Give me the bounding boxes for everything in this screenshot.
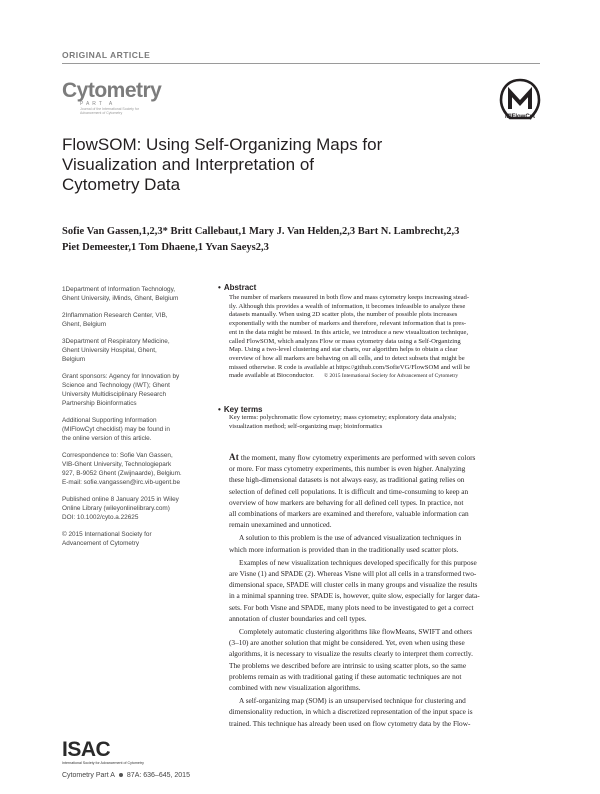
body-line: these high-dimensional datasets is not always easy, as traditional gating relies on xyxy=(229,475,465,485)
footer-citation: 87A: 636–645, 2015 xyxy=(126,772,190,779)
miflowcyt-label: MIFlowCyt xyxy=(505,114,535,120)
abstract-line: datasets manually. When using 2D scatter plots, the number of possible plots increases xyxy=(229,311,458,319)
abstract-line: made available at Bioconductor. xyxy=(229,372,314,380)
bullet-icon: • xyxy=(218,405,221,414)
body-paragraph xyxy=(229,626,541,693)
sidebar-line: (MIFlowCyt checklist) may be found in xyxy=(62,426,170,433)
body-paragraph xyxy=(229,532,541,554)
body-paragraph xyxy=(229,557,541,624)
sidebar-line: Published online 8 January 2015 in Wiley xyxy=(62,496,179,503)
body-line: A self-organizing map (SOM) is an unsupervised technique for clustering and xyxy=(239,696,466,706)
title-line: FlowSOM: Using Self-Organizing Maps for xyxy=(62,135,383,154)
sidebar-line: Correspondence to: Sofie Van Gassen, xyxy=(62,452,173,459)
keyterms-line: Key terms: polychromatic flow cytometry; mass cytometry; exploratory data analysis; xyxy=(229,414,457,421)
body-line: in a minimal spanning tree. SPADE is, however, quite slow, especially for larger data- xyxy=(229,591,480,601)
footer-journal: Cytometry Part A xyxy=(62,772,115,779)
sidebar-line: Online Library (wileyonlinelibrary.com) xyxy=(62,505,170,512)
body-line: are Visne (1) and SPADE (2). Whereas Visne will plot all cells in a transformed two- xyxy=(229,569,477,579)
sidebar-line: Science and Technology (IWT); Ghent xyxy=(62,382,170,389)
abstract-heading xyxy=(218,283,256,292)
journal-name: Cytometry xyxy=(62,79,162,102)
author-line: Sofie Van Gassen,1,2,3* Britt Callebaut,1 Mary J. Van Helden,2,3 Bart N. Lambrecht,2,3 xyxy=(62,226,460,237)
body-line: The problems we described before are intrinsic to using scatter plots, so the same xyxy=(229,660,467,670)
top-rule xyxy=(62,63,540,64)
lead-word: At xyxy=(229,452,240,462)
sidebar-line: © 2015 International Society for xyxy=(62,531,152,538)
body-line: overview of how markers are behaving for all defined cell types. In practice, not xyxy=(229,497,464,507)
body-line: trained. This technique has already been used on flow cytometry data by the Flow- xyxy=(229,718,471,728)
sidebar-block xyxy=(62,372,212,408)
body-paragraph xyxy=(229,695,541,729)
abstract-line: The number of markers measured in both flow and mass cytometry keeps increasing stead- xyxy=(229,294,470,301)
sidebar-line: Ghent University, iMinds, Ghent, Belgium xyxy=(62,295,179,302)
sidebar-line: Ghent University Hospital, Ghent, xyxy=(62,347,157,354)
abstract-body xyxy=(229,294,541,381)
sidebar-block xyxy=(62,285,212,303)
bullet-icon: • xyxy=(218,283,221,292)
body-line: combined with new visualization algorithms. xyxy=(229,683,361,693)
sidebar-line: Belgium xyxy=(62,356,86,363)
body-paragraph xyxy=(229,452,541,530)
abstract-line: exponentially with the number of markers and therefore, relevant information that is pres- xyxy=(229,320,467,328)
keyterms-heading xyxy=(218,405,263,414)
keyterms-heading-text: Key terms xyxy=(223,405,263,414)
abstract-line: ily. Although this provides a wealth of information, it becomes infeasible to analyze these xyxy=(229,302,466,310)
journal-part: PART A xyxy=(80,101,116,107)
section-label: ORIGINAL ARTICLE xyxy=(62,50,151,60)
isac-subtitle: International Society for Advancement of Cytometry xyxy=(62,761,144,765)
paper-title xyxy=(62,135,422,195)
body-line: problems remain as with traditional gating if these automatic techniques are not xyxy=(229,671,462,681)
body-line-text: the moment, many flow cytometry experiments are performed with seven colors xyxy=(239,453,476,462)
abstract-line: ent in the data might be missed. In this article, we introduce a new visualization technique, xyxy=(229,328,469,336)
sidebar-line: 927, B-9052 Ghent (Zwijnaarde), Belgium. xyxy=(62,470,182,477)
page-footer xyxy=(62,772,190,779)
abstract-line: Map. Using a two-level clustering and star charts, our algorithm helps to obtain a clear xyxy=(229,346,458,354)
body-line: Examples of new visualization techniques developed specifically for this purpose xyxy=(239,557,477,567)
abstract-line: called FlowSOM, which analyzes Flow or mass cytometry data using a Self-Organizing xyxy=(229,337,461,345)
title-line: Cytometry Data xyxy=(62,175,181,194)
keyterms-body xyxy=(229,414,541,431)
sidebar-line: University Multidisciplinary Research xyxy=(62,391,167,398)
body-line: (3–10) are another solution that might be considered. Yet, even when using these xyxy=(229,638,465,648)
sidebar-line: Ghent, Belgium xyxy=(62,321,107,328)
abstract-line: overview of how all markers are behaving on all cells, and to detect subsets that might be xyxy=(229,354,465,362)
body-line: A solution to this problem is the use of advanced visualization techniques in xyxy=(239,533,462,543)
sidebar-line: DOI: 10.1002/cyto.a.22625 xyxy=(62,514,139,521)
body-line: dimensional space, SPADE will cluster cells in many groups and visualize the results xyxy=(229,580,478,590)
body-line: annotation of cluster boundaries and cell types. xyxy=(229,613,367,623)
body-line: all combinations of markers are examined and therefore, valuable information can xyxy=(229,509,469,519)
abstract-heading-text: Abstract xyxy=(223,283,257,292)
sidebar-line: the online version of this article. xyxy=(62,435,152,442)
body-line: Completely automatic clustering algorithms like flowMeans, SWIFT and others xyxy=(239,627,473,637)
body-line: which more information is provided than in the traditionally used scatter plots. xyxy=(229,544,459,554)
body-line: selection of defined cell populations. It is difficult and time-consuming to keep an xyxy=(229,486,469,496)
journal-tagline: Journal of the International Society for Advancement of Cytometry xyxy=(80,107,139,115)
journal-logo xyxy=(62,80,161,115)
sidebar-line: 2Inflammation Research Center, VIB, xyxy=(62,312,168,319)
sidebar-block xyxy=(62,451,212,487)
sidebar-block xyxy=(62,495,212,522)
sidebar-line: Advancement of Cytometry xyxy=(62,540,140,547)
footer-dot-icon xyxy=(119,773,123,777)
sidebar-line: E-mail: sofie.vangassen@irc.vib-ugent.be xyxy=(62,479,181,486)
abstract-last-line xyxy=(229,372,541,381)
body-line: sets. For both Visne and SPADE, many plots need to be investigated to get a correct xyxy=(229,602,474,612)
sidebar-line: 1Department of Information Technology, xyxy=(62,286,176,293)
sidebar-line: Partnership Bioinformatics xyxy=(62,400,137,407)
sidebar-line: Additional Supporting Information xyxy=(62,417,157,424)
abstract-copyright: © 2015 International Society for Advancement of Cytometry xyxy=(323,373,459,380)
body-line: remain unexamined and unnoticed. xyxy=(229,520,332,530)
abstract-line: missed otherwise. R code is available at https://github.com/SofieVG/FlowSOM and will be xyxy=(229,363,471,371)
isac-mark: ISAC xyxy=(62,738,111,761)
sidebar-line: VIB-Ghent University, Technologiepark xyxy=(62,461,172,468)
body-line: dimensionality reduction, in which a discretized representation of the input space is xyxy=(229,707,473,717)
sidebar-line: Grant sponsors: Agency for Innovation by xyxy=(62,373,180,380)
sidebar-block xyxy=(62,311,212,329)
sidebar-block xyxy=(62,416,212,443)
isac-logo xyxy=(62,740,144,765)
body-line xyxy=(229,452,541,463)
sidebar-line: 3Department of Respiratory Medicine, xyxy=(62,338,170,345)
author-line: Piet Demeester,1 Tom Dhaene,1 Yvan Saeys2,3 xyxy=(62,242,269,253)
body-line: algorithms, it is necessary to visualize the results clearly to interpret them correctly. xyxy=(229,649,473,659)
affiliations-sidebar xyxy=(62,285,212,556)
main-body-text xyxy=(229,452,541,731)
body-line: or more. For mass cytometry experiments, this number is even higher. Analyzing xyxy=(229,464,466,474)
sidebar-block xyxy=(62,530,212,548)
keyterms-line: visualization method; self-organizing map; bioinformatics xyxy=(229,422,383,430)
title-line: Visualization and Interpretation of xyxy=(62,155,315,174)
author-list xyxy=(62,224,542,256)
sidebar-block xyxy=(62,337,212,364)
